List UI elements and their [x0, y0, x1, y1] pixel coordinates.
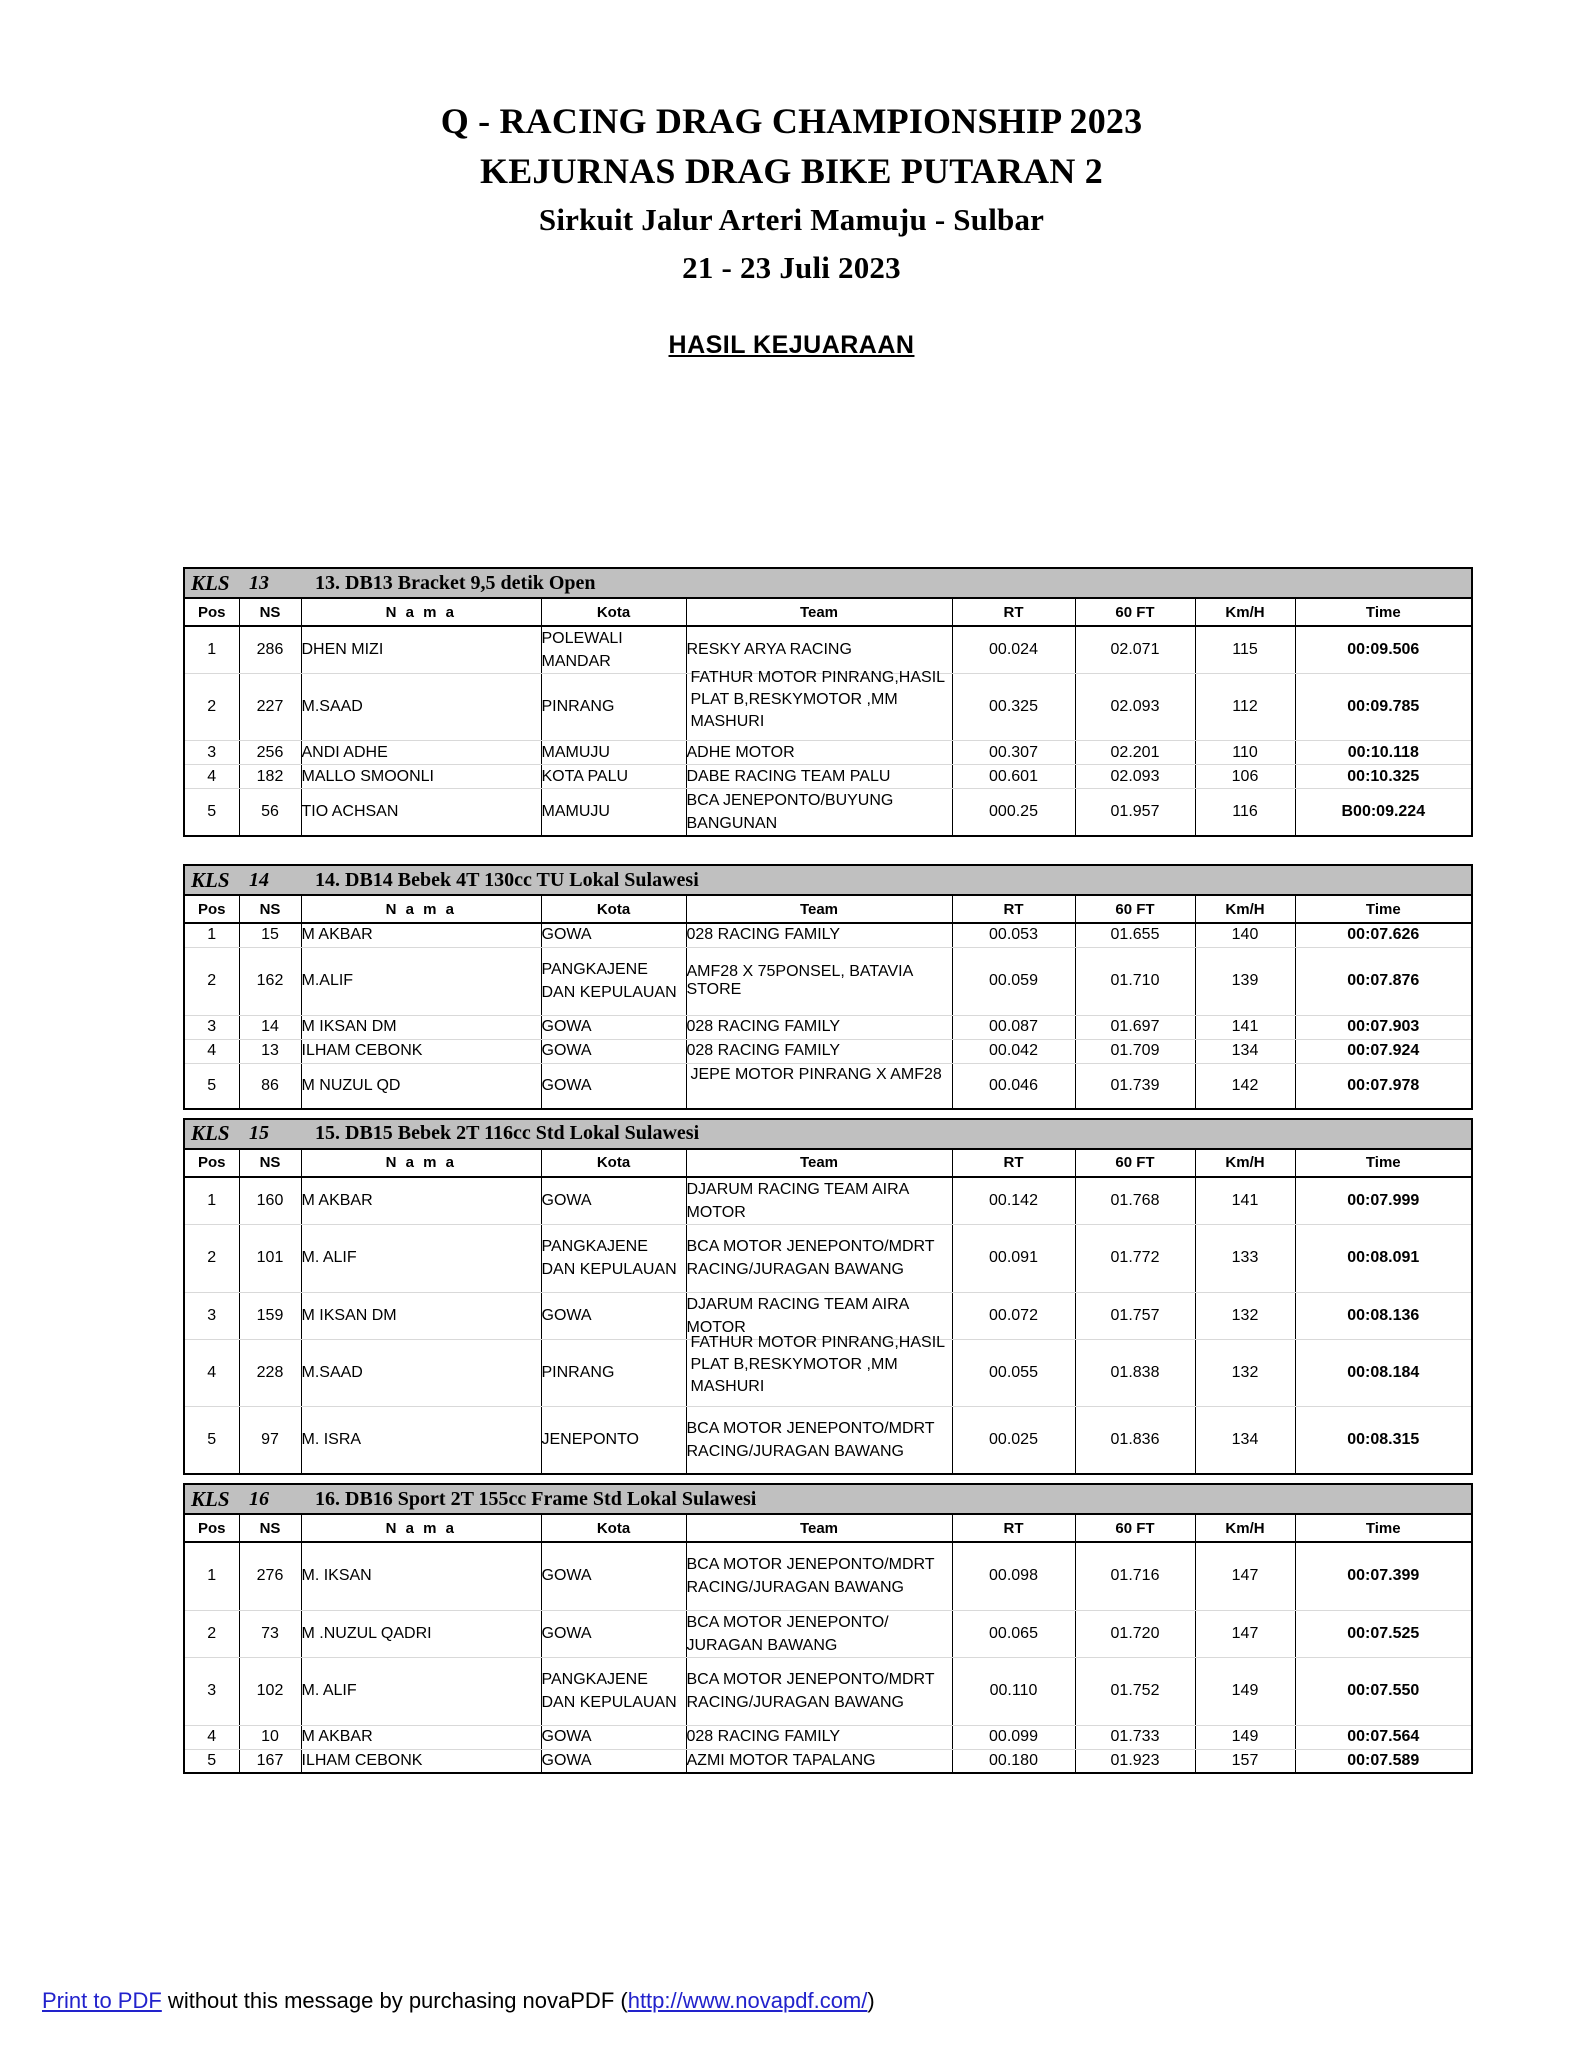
cell-team: 028 RACING FAMILY — [686, 923, 952, 947]
col-team: Team — [686, 895, 952, 923]
cell-time: 00:07.903 — [1295, 1015, 1472, 1039]
cell-kmh: 157 — [1195, 1749, 1295, 1773]
cell-60ft: 01.720 — [1075, 1610, 1195, 1657]
cell-time: 00:07.876 — [1295, 947, 1472, 1015]
col-kmh: Km/H — [1195, 598, 1295, 626]
cell-time: 00:07.978 — [1295, 1063, 1472, 1109]
col-ns: NS — [239, 598, 301, 626]
cell-60ft: 01.733 — [1075, 1725, 1195, 1749]
cell-time: 00:10.325 — [1295, 765, 1472, 789]
cell-pos: 4 — [184, 1039, 239, 1063]
cell-nama: M.ALIF — [301, 947, 541, 1015]
col-nama: N a m a — [301, 1514, 541, 1542]
cell-kmh: 141 — [1195, 1015, 1295, 1039]
col-team: Team — [686, 1149, 952, 1177]
cell-time: 00:08.136 — [1295, 1292, 1472, 1339]
cell-pos: 1 — [184, 626, 239, 674]
table-row — [184, 1725, 1472, 1749]
cell-kmh: 149 — [1195, 1725, 1295, 1749]
col-team: Team — [686, 1514, 952, 1542]
event-date: 21 - 23 Juli 2023 — [682, 250, 901, 285]
class-section-14 — [183, 864, 1471, 1110]
cell-rt: 00.180 — [952, 1749, 1075, 1773]
footer-middle-text: without this message by purchasing novaPDF ( — [161, 1988, 628, 2013]
table-row — [184, 1015, 1472, 1039]
col-kmh: Km/H — [1195, 1514, 1295, 1542]
table-row — [184, 741, 1472, 765]
cell-nama: M. ALIF — [301, 1657, 541, 1725]
cell-rt: 00.072 — [952, 1292, 1075, 1339]
cell-pos: 1 — [184, 923, 239, 947]
cell-kota: GOWA — [541, 1063, 686, 1109]
cell-team: BCA MOTOR JENEPONTO/MDRT RACING/JURAGAN BAWANG — [686, 1542, 952, 1610]
cell-kota: GOWA — [541, 1039, 686, 1063]
col-ft: 60 FT — [1075, 1514, 1195, 1542]
cell-rt: 00.024 — [952, 626, 1075, 674]
column-header-row — [184, 895, 1472, 923]
col-time: Time — [1295, 1149, 1472, 1177]
table-row — [184, 1224, 1472, 1292]
table-row — [184, 1339, 1472, 1406]
class-title: 16. DB16 Sport 2T 155cc Frame Std Lokal Sulawesi — [315, 1487, 757, 1510]
cell-team: AMF28 X 75PONSEL, BATAVIA STORE — [686, 947, 952, 1015]
table-row — [184, 1610, 1472, 1657]
cell-rt: 00.046 — [952, 1063, 1075, 1109]
cell-team: BCA MOTOR JENEPONTO/MDRT RACING/JURAGAN BAWANG — [686, 1657, 952, 1725]
class-title: 13. DB13 Bracket 9,5 detik Open — [315, 571, 596, 594]
cell-rt: 00.087 — [952, 1015, 1075, 1039]
cell-60ft: 01.710 — [1075, 947, 1195, 1015]
results-subtitle-wrap — [0, 331, 1583, 360]
cell-rt: 00.601 — [952, 765, 1075, 789]
col-kota: Kota — [541, 1514, 686, 1542]
cell-60ft: 01.716 — [1075, 1542, 1195, 1610]
cell-ns: 56 — [239, 789, 301, 837]
results-tables — [183, 567, 1471, 1774]
cell-kota: KOTA PALU — [541, 765, 686, 789]
cell-team — [686, 668, 952, 741]
cell-ns: 160 — [239, 1177, 301, 1225]
col-pos: Pos — [184, 895, 239, 923]
cell-60ft: 01.768 — [1075, 1177, 1195, 1225]
cell-kmh: 134 — [1195, 1039, 1295, 1063]
cell-kota: GOWA — [541, 1292, 686, 1339]
col-rt: RT — [952, 895, 1075, 923]
footer-end-text: ) — [867, 1988, 875, 2013]
table-row — [184, 1657, 1472, 1725]
cell-kmh: 110 — [1195, 741, 1295, 765]
cell-ns: 15 — [239, 923, 301, 947]
cell-rt: 00.042 — [952, 1039, 1075, 1063]
cell-nama: M .NUZUL QADRI — [301, 1610, 541, 1657]
cell-60ft: 01.752 — [1075, 1657, 1195, 1725]
col-ns: NS — [239, 895, 301, 923]
cell-team: RESKY ARYA RACING — [686, 626, 952, 674]
cell-kota: GOWA — [541, 1177, 686, 1225]
cell-pos: 2 — [184, 1224, 239, 1292]
cell-kota: PINRANG — [541, 674, 686, 741]
kls-number: 15 — [249, 1122, 269, 1144]
cell-kota: GOWA — [541, 1015, 686, 1039]
cell-kmh: 133 — [1195, 1224, 1295, 1292]
cell-rt: 00.098 — [952, 1542, 1075, 1610]
cell-rt: 00.055 — [952, 1339, 1075, 1406]
cell-rt: 00.110 — [952, 1657, 1075, 1725]
col-ft: 60 FT — [1075, 1149, 1195, 1177]
col-time: Time — [1295, 895, 1472, 923]
cell-time: 00:07.999 — [1295, 1177, 1472, 1225]
table-row — [184, 1039, 1472, 1063]
column-header-row — [184, 1514, 1472, 1542]
cell-nama: M.SAAD — [301, 1339, 541, 1406]
cell-nama: MALLO SMOONLI — [301, 765, 541, 789]
cell-pos: 3 — [184, 1292, 239, 1339]
results-table-13 — [183, 567, 1473, 837]
cell-team: AZMI MOTOR TAPALANG — [686, 1749, 952, 1773]
cell-pos: 2 — [184, 947, 239, 1015]
col-ft: 60 FT — [1075, 895, 1195, 923]
class-header-row — [184, 1119, 1472, 1149]
class-header-row — [184, 1484, 1472, 1514]
class-section-16 — [183, 1483, 1471, 1774]
kls-number: 14 — [249, 868, 269, 891]
class-header-row — [184, 568, 1472, 598]
cell-nama: M AKBAR — [301, 1177, 541, 1225]
cell-pos: 5 — [184, 789, 239, 837]
cell-time: 00:07.525 — [1295, 1610, 1472, 1657]
col-kota: Kota — [541, 895, 686, 923]
cell-team: ADHE MOTOR — [686, 741, 952, 765]
cell-rt: 00.142 — [952, 1177, 1075, 1225]
cell-kota: PANGKAJENE DAN KEPULAUAN — [541, 1224, 686, 1292]
cell-kmh: 112 — [1195, 674, 1295, 741]
cell-ns: 159 — [239, 1292, 301, 1339]
cell-time: 00:10.118 — [1295, 741, 1472, 765]
cell-time: 00:07.924 — [1295, 1039, 1472, 1063]
cell-kota: JENEPONTO — [541, 1406, 686, 1474]
col-ns: NS — [239, 1149, 301, 1177]
cell-team: BCA MOTOR JENEPONTO/MDRT RACING/JURAGAN BAWANG — [686, 1406, 952, 1474]
table-row — [184, 789, 1472, 837]
cell-pos: 1 — [184, 1542, 239, 1610]
cell-pos: 4 — [184, 765, 239, 789]
cell-time: 00:07.550 — [1295, 1657, 1472, 1725]
cell-time: 00:07.626 — [1295, 923, 1472, 947]
cell-ns: 162 — [239, 947, 301, 1015]
cell-kmh: 149 — [1195, 1657, 1295, 1725]
cell-kota: GOWA — [541, 923, 686, 947]
cell-ns: 101 — [239, 1224, 301, 1292]
cell-nama: M. IKSAN — [301, 1542, 541, 1610]
cell-60ft: 01.739 — [1075, 1063, 1195, 1109]
col-rt: RT — [952, 598, 1075, 626]
class-title: 15. DB15 Bebek 2T 116cc Std Lokal Sulawesi — [315, 1122, 700, 1144]
cell-team: BCA MOTOR JENEPONTO/MDRT RACING/JURAGAN BAWANG — [686, 1224, 952, 1292]
cell-ns: 167 — [239, 1749, 301, 1773]
kls-label: KLS — [191, 570, 230, 595]
novapdf-url-link[interactable]: http://www.novapdf.com/ — [627, 1988, 868, 2013]
table-row — [184, 1406, 1472, 1474]
table-row — [184, 765, 1472, 789]
col-rt: RT — [952, 1149, 1075, 1177]
cell-kota: PINRANG — [541, 1339, 686, 1406]
cell-kota: MAMUJU — [541, 741, 686, 765]
cell-rt: 00.053 — [952, 923, 1075, 947]
page-title — [0, 96, 1583, 292]
cell-rt: 00.307 — [952, 741, 1075, 765]
cell-rt: 00.059 — [952, 947, 1075, 1015]
cell-60ft: 02.093 — [1075, 765, 1195, 789]
cell-kmh: 134 — [1195, 1406, 1295, 1474]
cell-kota: GOWA — [541, 1542, 686, 1610]
cell-team: 028 RACING FAMILY — [686, 1039, 952, 1063]
cell-pos: 2 — [184, 674, 239, 741]
cell-team: DABE RACING TEAM PALU — [686, 765, 952, 789]
cell-team-text: FATHUR MOTOR PINRANG,HASIL PLAT B,RESKYMOTOR ,MM MASHURI — [690, 1334, 945, 1395]
cell-team: 028 RACING FAMILY — [686, 1015, 952, 1039]
class-section-15 — [183, 1118, 1471, 1476]
col-kota: Kota — [541, 1149, 686, 1177]
cell-ns: 182 — [239, 765, 301, 789]
cell-ns: 256 — [239, 741, 301, 765]
col-time: Time — [1295, 1514, 1472, 1542]
cell-nama: M IKSAN DM — [301, 1015, 541, 1039]
cell-ns: 286 — [239, 626, 301, 674]
cell-time: B00:09.224 — [1295, 789, 1472, 837]
col-pos: Pos — [184, 1149, 239, 1177]
class-header-row — [184, 865, 1472, 895]
print-to-pdf-link[interactable]: Print to PDF — [42, 1988, 162, 2013]
cell-kmh: 132 — [1195, 1292, 1295, 1339]
cell-kmh: 147 — [1195, 1610, 1295, 1657]
cell-nama: M NUZUL QD — [301, 1063, 541, 1109]
cell-kota: GOWA — [541, 1749, 686, 1773]
kls-label: KLS — [191, 1121, 230, 1145]
cell-rt: 00.325 — [952, 674, 1075, 741]
kls-number: 16 — [249, 1487, 269, 1510]
cell-60ft: 01.957 — [1075, 789, 1195, 837]
cell-rt: 00.099 — [952, 1725, 1075, 1749]
cell-time: 00:07.589 — [1295, 1749, 1472, 1773]
cell-ns: 86 — [239, 1063, 301, 1109]
cell-pos: 5 — [184, 1749, 239, 1773]
col-nama: N a m a — [301, 598, 541, 626]
table-row — [184, 1542, 1472, 1610]
cell-60ft: 01.697 — [1075, 1015, 1195, 1039]
cell-time: 00:08.184 — [1295, 1339, 1472, 1406]
class-title: 14. DB14 Bebek 4T 130cc TU Lokal Sulawesi — [315, 868, 699, 891]
column-header-row — [184, 1149, 1472, 1177]
kls-label: KLS — [191, 1486, 230, 1511]
table-row — [184, 674, 1472, 741]
novapdf-footer — [42, 1988, 875, 2014]
cell-60ft: 01.838 — [1075, 1339, 1195, 1406]
cell-nama: TIO ACHSAN — [301, 789, 541, 837]
cell-pos: 4 — [184, 1725, 239, 1749]
cell-team: 028 RACING FAMILY — [686, 1725, 952, 1749]
results-table-16 — [183, 1483, 1473, 1774]
cell-team-text: JEPE MOTOR PINRANG X AMF28 — [690, 1065, 942, 1083]
cell-time: 00:07.399 — [1295, 1542, 1472, 1610]
cell-kmh: 139 — [1195, 947, 1295, 1015]
cell-ns: 14 — [239, 1015, 301, 1039]
cell-pos: 5 — [184, 1063, 239, 1109]
cell-ns: 227 — [239, 674, 301, 741]
cell-team: DJARUM RACING TEAM AIRA MOTOR — [686, 1177, 952, 1225]
cell-kota: GOWA — [541, 1610, 686, 1657]
cell-team: DJARUM RACING TEAM AIRA MOTOR — [686, 1292, 952, 1339]
col-ns: NS — [239, 1514, 301, 1542]
col-kmh: Km/H — [1195, 1149, 1295, 1177]
cell-ns: 276 — [239, 1542, 301, 1610]
cell-nama: M.SAAD — [301, 674, 541, 741]
kls-number: 13 — [249, 571, 269, 594]
cell-nama: M IKSAN DM — [301, 1292, 541, 1339]
cell-pos: 1 — [184, 1177, 239, 1225]
cell-kmh: 132 — [1195, 1339, 1295, 1406]
cell-nama: M. ALIF — [301, 1224, 541, 1292]
col-time: Time — [1295, 598, 1472, 626]
cell-kmh: 147 — [1195, 1542, 1295, 1610]
cell-kmh: 140 — [1195, 923, 1295, 947]
cell-kmh: 142 — [1195, 1063, 1295, 1109]
cell-rt: 00.091 — [952, 1224, 1075, 1292]
table-row — [184, 1177, 1472, 1225]
cell-nama: DHEN MIZI — [301, 626, 541, 674]
cell-ns: 73 — [239, 1610, 301, 1657]
cell-rt: 00.025 — [952, 1406, 1075, 1474]
cell-nama: ILHAM CEBONK — [301, 1749, 541, 1773]
table-row — [184, 923, 1472, 947]
cell-pos: 5 — [184, 1406, 239, 1474]
event-venue: Sirkuit Jalur Arteri Mamuju - Sulbar — [538, 202, 1045, 237]
results-subtitle: HASIL KEJUARAAN — [668, 331, 915, 359]
cell-nama: M. ISRA — [301, 1406, 541, 1474]
cell-pos: 4 — [184, 1339, 239, 1406]
col-kmh: Km/H — [1195, 895, 1295, 923]
col-kota: Kota — [541, 598, 686, 626]
results-table-15 — [183, 1118, 1473, 1476]
cell-team — [686, 1334, 952, 1406]
table-row — [184, 1749, 1472, 1773]
cell-kmh: 106 — [1195, 765, 1295, 789]
cell-kota: GOWA — [541, 1725, 686, 1749]
section-gap — [183, 1475, 1471, 1483]
table-row — [184, 1063, 1472, 1109]
cell-kota: PANGKAJENE DAN KEPULAUAN — [541, 947, 686, 1015]
cell-rt: 000.25 — [952, 789, 1075, 837]
cell-pos: 3 — [184, 1015, 239, 1039]
cell-kota: POLEWALI MANDAR — [541, 626, 686, 674]
col-nama: N a m a — [301, 895, 541, 923]
event-title-line2: KEJURNAS DRAG BIKE PUTARAN 2 — [480, 151, 1103, 191]
cell-kota: MAMUJU — [541, 789, 686, 837]
cell-team-text: FATHUR MOTOR PINRANG,HASIL PLAT B,RESKYMOTOR ,MM MASHURI — [690, 668, 945, 730]
cell-ns: 13 — [239, 1039, 301, 1063]
cell-time: 00:08.315 — [1295, 1406, 1472, 1474]
results-table-14 — [183, 864, 1473, 1110]
col-team: Team — [686, 598, 952, 626]
cell-pos: 3 — [184, 1657, 239, 1725]
cell-team: BCA JENEPONTO/BUYUNG BANGUNAN — [686, 789, 952, 837]
cell-ns: 10 — [239, 1725, 301, 1749]
cell-kmh: 141 — [1195, 1177, 1295, 1225]
event-title-line1: Q - RACING DRAG CHAMPIONSHIP 2023 — [440, 101, 1143, 141]
cell-nama: ILHAM CEBONK — [301, 1039, 541, 1063]
column-header-row — [184, 598, 1472, 626]
cell-team — [686, 1063, 952, 1109]
col-pos: Pos — [184, 1514, 239, 1542]
cell-60ft: 01.836 — [1075, 1406, 1195, 1474]
cell-ns: 97 — [239, 1406, 301, 1474]
cell-kmh: 115 — [1195, 626, 1295, 674]
col-nama: N a m a — [301, 1149, 541, 1177]
cell-ns: 228 — [239, 1339, 301, 1406]
cell-time: 00:08.091 — [1295, 1224, 1472, 1292]
cell-60ft: 01.757 — [1075, 1292, 1195, 1339]
cell-60ft: 01.923 — [1075, 1749, 1195, 1773]
cell-ns: 102 — [239, 1657, 301, 1725]
cell-time: 00:07.564 — [1295, 1725, 1472, 1749]
cell-team: BCA MOTOR JENEPONTO/ JURAGAN BAWANG — [686, 1610, 952, 1657]
section-gap — [183, 837, 1471, 864]
cell-nama: M AKBAR — [301, 923, 541, 947]
kls-label: KLS — [191, 867, 230, 892]
col-pos: Pos — [184, 598, 239, 626]
cell-pos: 2 — [184, 1610, 239, 1657]
cell-60ft: 01.709 — [1075, 1039, 1195, 1063]
table-row — [184, 947, 1472, 1015]
cell-nama: ANDI ADHE — [301, 741, 541, 765]
cell-60ft: 02.071 — [1075, 626, 1195, 674]
section-gap — [183, 1110, 1471, 1118]
cell-pos: 3 — [184, 741, 239, 765]
col-ft: 60 FT — [1075, 598, 1195, 626]
cell-nama: M AKBAR — [301, 1725, 541, 1749]
cell-60ft: 02.093 — [1075, 674, 1195, 741]
cell-time: 00:09.785 — [1295, 674, 1472, 741]
cell-60ft: 01.655 — [1075, 923, 1195, 947]
cell-rt: 00.065 — [952, 1610, 1075, 1657]
cell-kota: PANGKAJENE DAN KEPULAUAN — [541, 1657, 686, 1725]
cell-kmh: 116 — [1195, 789, 1295, 837]
cell-60ft: 01.772 — [1075, 1224, 1195, 1292]
class-section-13 — [183, 567, 1471, 837]
cell-time: 00:09.506 — [1295, 626, 1472, 674]
cell-60ft: 02.201 — [1075, 741, 1195, 765]
col-rt: RT — [952, 1514, 1075, 1542]
